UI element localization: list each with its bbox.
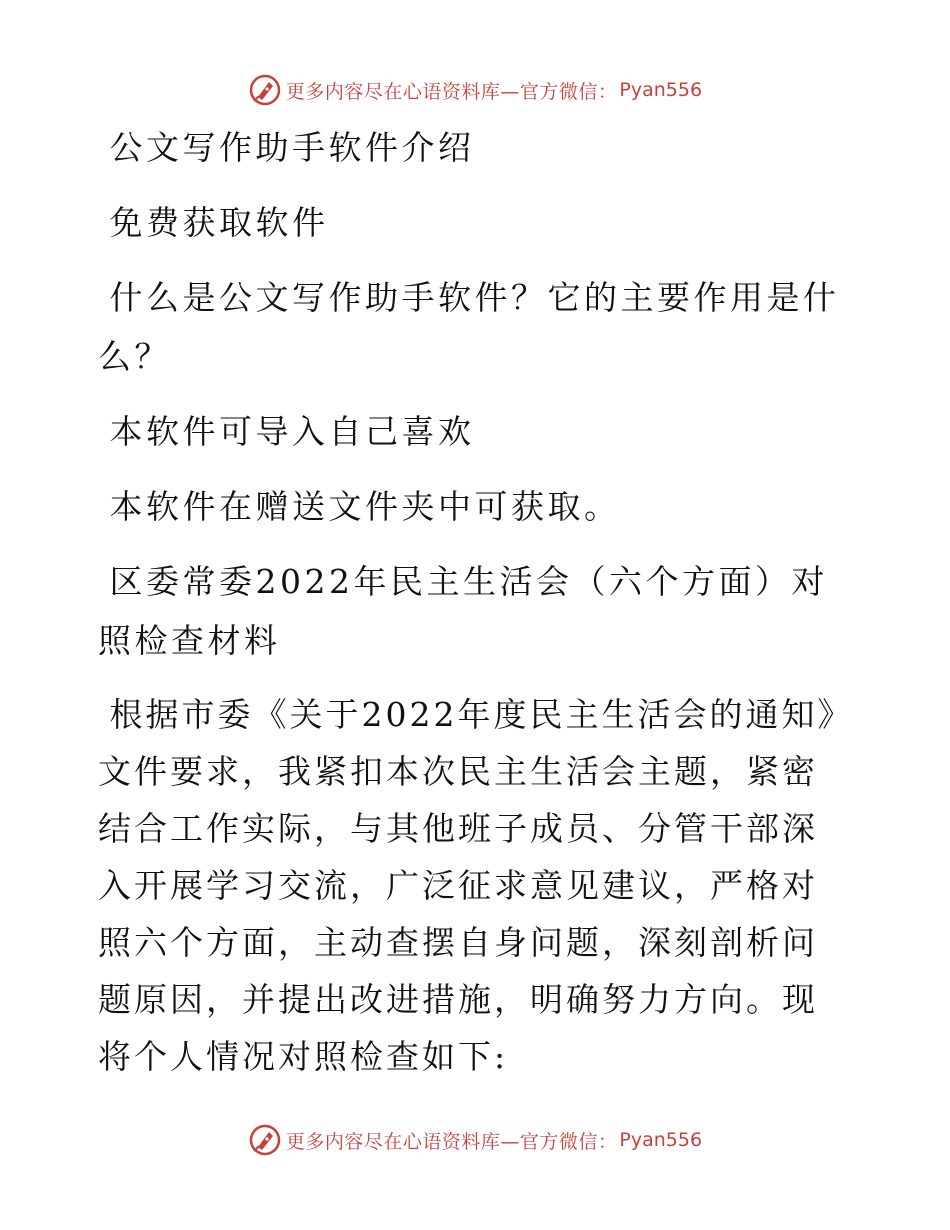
banner-text: 更多内容尽在心语资料库—官方微信： bbox=[285, 80, 618, 103]
paragraph-main-body: 根据市委《关于2022年度民主生活会的通知》文件要求，我紧扣本次民主生活会主题，紧密结合工作实际，与其他班子成员、分管干部深入开展学习交流，广泛征求意见建议，严格对照六个方面，主动查摆自身问题，深刻剖析问题原因，并提出改进措施，明确努力方向。现将个人情况对照检查如下: bbox=[98, 695, 838, 1076]
banner-contact: Pyan556 bbox=[619, 1129, 703, 1151]
banner-text: 更多内容尽在心语资料库—官方微信： bbox=[285, 1130, 618, 1153]
banner-contact: Pyan556 bbox=[619, 79, 703, 101]
header-banner bbox=[0, 68, 950, 112]
paragraph-what-is: 什么是公文写作助手软件？它的主要作用是什么？ bbox=[98, 278, 840, 376]
pen-nib-logo-icon bbox=[248, 73, 282, 107]
document-body bbox=[98, 118, 850, 1101]
document-title: 区委常委2022年民主生活会（六个方面）对照检查材料 bbox=[98, 562, 829, 660]
footer-banner bbox=[0, 1118, 950, 1162]
paragraph-software-intro: 公文写作助手软件介绍 bbox=[109, 128, 475, 167]
paragraph-free-download: 免费获取软件 bbox=[109, 203, 329, 242]
pen-nib-logo-icon bbox=[248, 1123, 282, 1157]
paragraph-gift-folder: 本软件在赠送文件夹中可获取。 bbox=[109, 487, 621, 526]
paragraph-import: 本软件可导入自己喜欢 bbox=[109, 412, 475, 451]
